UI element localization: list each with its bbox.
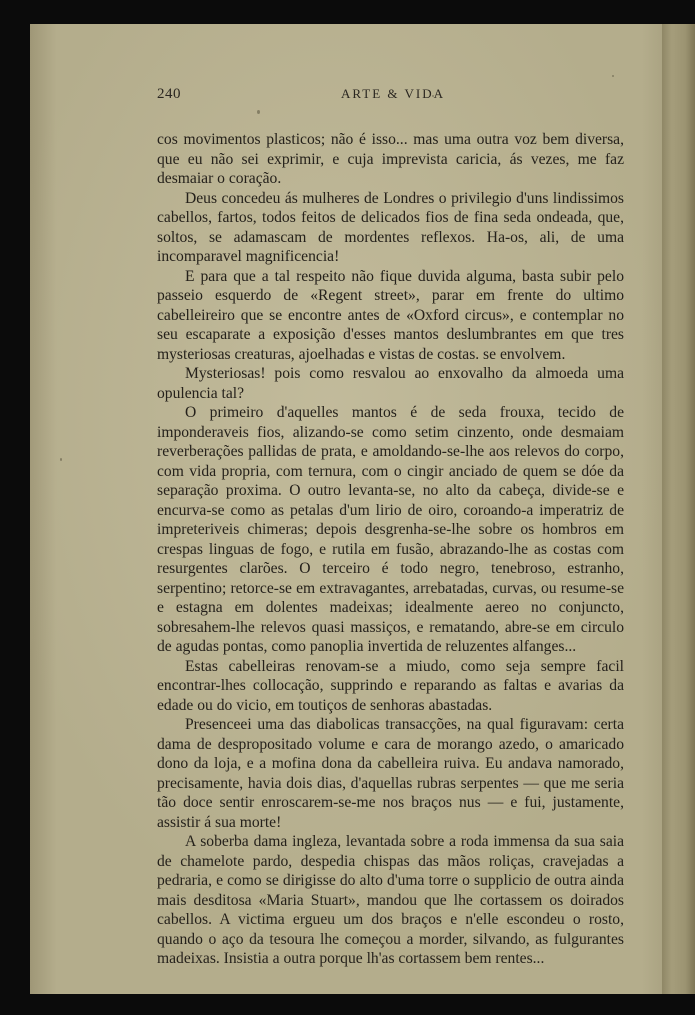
paragraph: cos movimentos plasticos; não é isso... mas uma outra voz bem diversa, que eu não sei exprimir, e cuja imprevista caricia, ás vezes, me faz desmaiar o coração. xyxy=(157,131,624,187)
paragraph: Estas cabelleiras renovam-se a miudo, como seja sempre facil encontrar-lhes collocação, supprindo e reparando as faltas e avarias da edade ou do vicio, em toutiços de senhoras abastadas. xyxy=(157,657,624,714)
paragraph: E para que a tal respeito não fique duvida alguma, basta subir pelo passeio esquerdo de «Regent street», parar em frente do ultimo cabelleireiro que se encontre antes de «Oxford circus», e contemplar no seu escaparate a exposição d'esses mantos deslumbrantes em que tres mysteriosas creaturas, ajoelhadas e vistas de costas. se envolvem. xyxy=(157,267,624,363)
paragraph: O primeiro d'aquelles mantos é de seda frouxa, tecido de imponderaveis fios, alizando-se como setim cinzento, onde desmaiam reverberações pallidas de prata, e amoldando-se-lhe aos relevos do corpo, com vida propria, com ternura, com o cingir anciado de quem se dóe da separação proxima. O outro levanta-se, no alto da cabeça, divide-se e encurva-se como as petalas d'um lirio de oiro, coroando-a imperatriz de impreteriveis chimeras; depois desgrenha-se-lhe sobre os hombros em crespas linguas de fogo, e rutila em fusão, abrazando-lhe as costas com resurgentes clarões. O terceiro é todo negro, tenebroso, estranho, serpentino; retorce-se em extravagantes, arrebatadas, curvas, ou resume-se e estagna em dolentes madeixas; idealmente aereo no conjuncto, sobresahem-lhe relevos quasi massiços, e rematando, abre-se em circulo de agudas pontas, como panoplia invertida de reluzentes alfanges... xyxy=(157,404,624,655)
page-header xyxy=(0,86,695,106)
paragraph: Mysteriosas! pois como resvalou ao enxovalho da almoeda uma opulencia tal? xyxy=(157,365,624,402)
body-text xyxy=(157,130,624,969)
scan-border xyxy=(0,994,695,1015)
paragraph: Presenceei uma das diabolicas transacções, na qual figuravam: certa dama de despropositado volume e cara de morango azedo, o amaricado dono da loja, e a mofina dona da cabelleira ruiva. Eu andava namorado, precisamente, havia dois dias, d'aquellas rubras serpentes — que me seria tão doce sentir enroscarem-se-me nos braços nus — e fui, justamente, assistir á sua morte! xyxy=(157,716,624,831)
page-number: 240 xyxy=(157,86,181,102)
paragraph: A soberba dama ingleza, levantada sobre a roda immensa da sua saia de chamelote pardo, despedia chispas das mãos roliças, cravejadas a pedraria, e como se dirigisse do alto d'uma torre o supplicio de outra ainda mais desditosa «Maria Stuart», mandou que lhe cortassem os doirados cabellos. A victima ergueu um dos braços e n'elle escondeu o rosto, quando o aço da tesoura lhe começou a morder, silvando, as fulgurantes madeixas. Insistia a outra porque lh'as cortassem bem rentes... xyxy=(157,833,624,967)
running-title: ARTE & VIDA xyxy=(341,86,446,101)
paragraph: Deus concedeu ás mulheres de Londres o privilegio d'uns lindissimos cabellos, fartos, todos feitos de delicados fios de fina seda ondeada, que, soltos, se adamascam de mordentes reflexos. Ha-os, ali, de uma incomparavel magnificencia! xyxy=(157,189,624,265)
page-edge xyxy=(662,24,695,994)
